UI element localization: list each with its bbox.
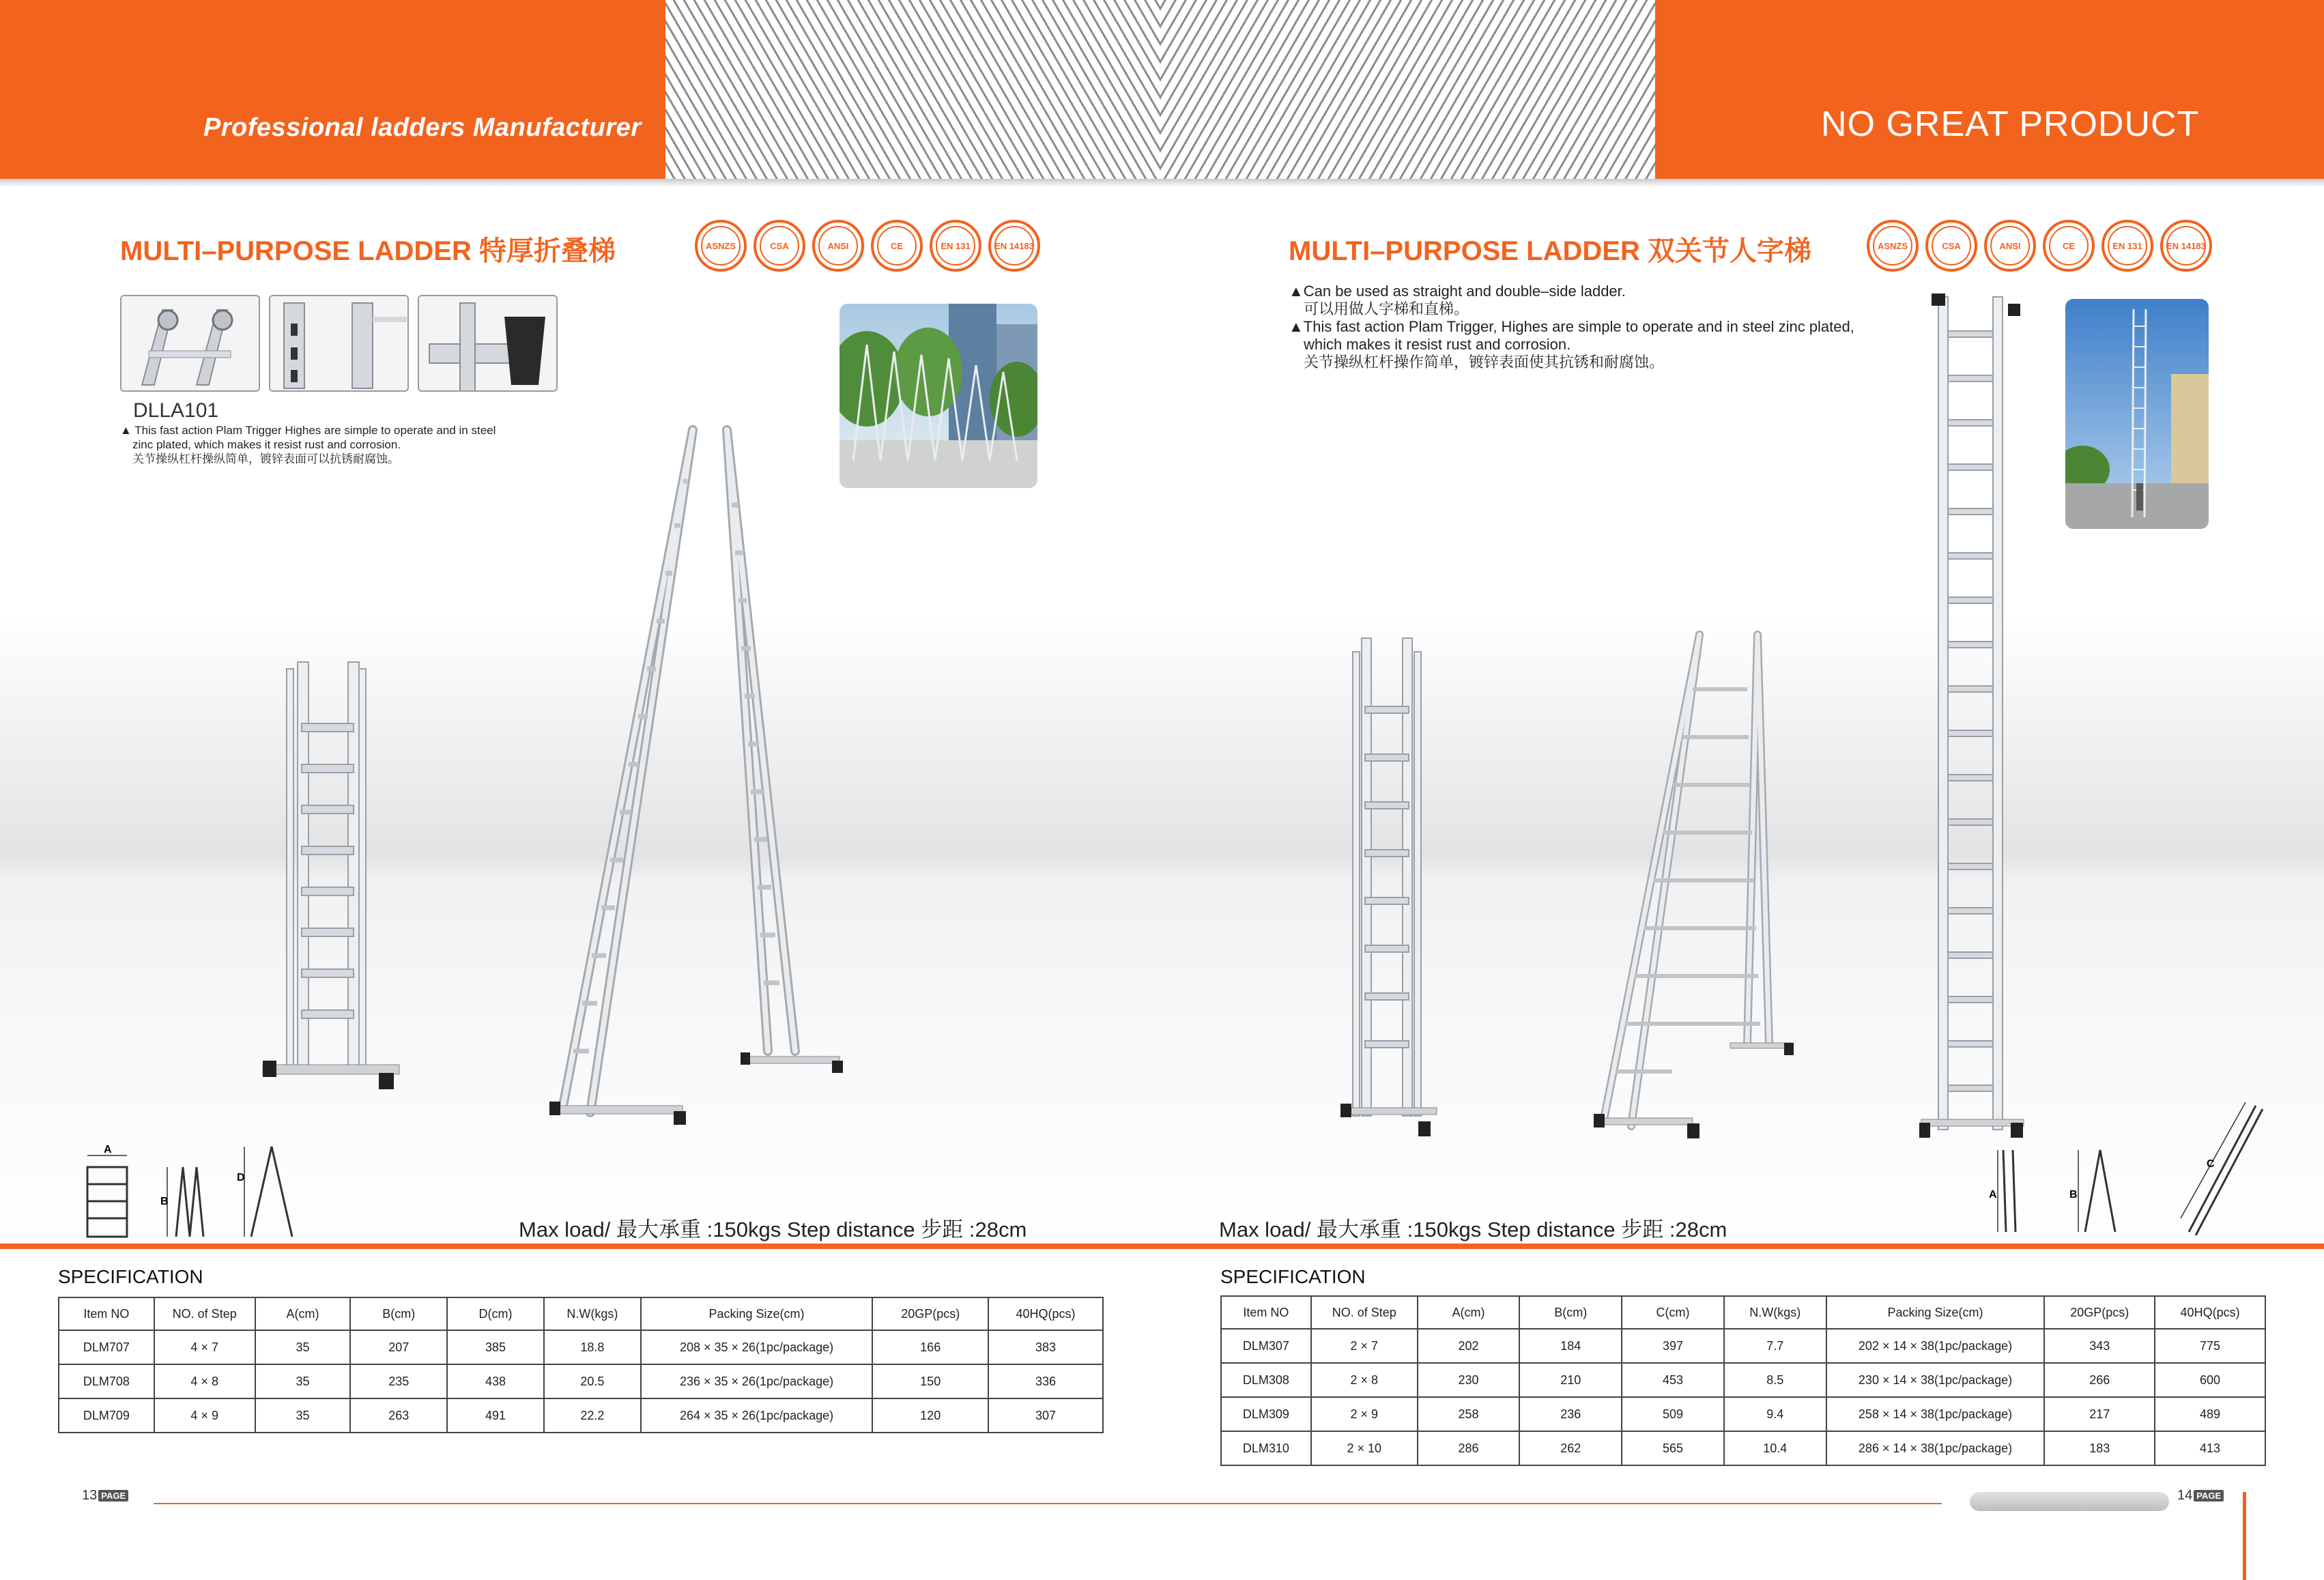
table-header: 40HQ(pcs) (2155, 1296, 2265, 1329)
table-cell: 120 (872, 1398, 988, 1433)
en131-cert-icon: EN 131 (2101, 220, 2153, 272)
table-header: Item NO (59, 1297, 154, 1330)
table-cell: 183 (2044, 1431, 2155, 1465)
table-cell: 413 (2155, 1431, 2265, 1465)
ansi-cert-icon: ANSI (1984, 220, 2036, 272)
table-cell: 4 × 7 (154, 1330, 255, 1364)
double-joint-ladder-straight-image (1918, 290, 2027, 1147)
table-cell: 263 (350, 1398, 447, 1433)
table-cell: DLM708 (59, 1364, 154, 1398)
table-cell: 453 (1622, 1363, 1724, 1397)
right-description: ▲Can be used as straight and double–side ladder. 可以用做人字梯和直梯。 ▲This fast action Plam Trigger, Highes are simple to operate and in steel zinc plated, which makes it resist rust and corrosion. 关节操纵杠杆操作简单，镀锌表面使其抗锈和耐腐蚀。 (1289, 283, 1854, 371)
footer-decorative-bar (1970, 1492, 2169, 1511)
table-cell: 4 × 9 (154, 1398, 255, 1433)
table-cell: DLM309 (1221, 1397, 1311, 1431)
table-cell: 489 (2155, 1397, 2265, 1431)
table-cell: 22.2 (544, 1398, 641, 1433)
table-cell: 343 (2044, 1329, 2155, 1363)
table-cell: 20.5 (544, 1364, 641, 1398)
table-cell: 236 (1519, 1397, 1622, 1431)
left-description: ▲ This fast action Plam Trigger Highes are simple to operate and in steel zinc plated, which makes it resist rust and corrosion. 关节操纵杠杆操纵简单，镀锌表面可以抗锈耐腐蚀。 (120, 424, 496, 465)
table-cell: 2 × 8 (1311, 1363, 1418, 1397)
asnzs-cert-icon: ASNZS (1867, 220, 1919, 272)
table-cell: 7.7 (1724, 1329, 1826, 1363)
double-joint-ladder-folded-image (1338, 624, 1440, 1147)
table-cell: 286 × 14 × 38(1pc/package) (1826, 1431, 2045, 1465)
right-spec-table (1220, 1295, 2266, 1466)
detail-photo-rungs (269, 295, 409, 392)
table-cell: 775 (2155, 1329, 2265, 1363)
table-cell: 286 (1418, 1431, 1520, 1465)
table-header: C(cm) (1622, 1296, 1724, 1329)
table-cell: 262 (1519, 1431, 1622, 1465)
en14183-cert-icon: EN 14183 (988, 220, 1040, 272)
table-header: D(cm) (447, 1297, 544, 1330)
table-cell: 230 × 14 × 38(1pc/package) (1826, 1363, 2045, 1397)
table-cell: 236 × 35 × 26(1pc/package) (641, 1364, 873, 1398)
left-section-title: MULTI–PURPOSE LADDER 特厚折叠梯 (120, 236, 616, 266)
header-left-slogan: Professional ladders Manufacturer (203, 113, 642, 142)
table-row (1221, 1363, 2265, 1397)
table-cell: 210 (1519, 1363, 1622, 1397)
table-cell: 184 (1519, 1329, 1622, 1363)
asnzs-cert-icon: ASNZS (695, 220, 747, 272)
table-cell: 202 × 14 × 38(1pc/package) (1826, 1329, 2045, 1363)
table-cell: DLM310 (1221, 1431, 1311, 1465)
table-cell: 2 × 10 (1311, 1431, 1418, 1465)
table-header: A(cm) (255, 1297, 351, 1330)
table-header: NO. of Step (154, 1297, 255, 1330)
table-header: N.W(kgs) (544, 1297, 641, 1330)
table-cell: DLM307 (1221, 1329, 1311, 1363)
table-cell: 217 (2044, 1397, 2155, 1431)
detail-photo-foot (418, 295, 558, 392)
table-cell: 438 (447, 1364, 544, 1398)
en14183-cert-icon: EN 14183 (2160, 220, 2212, 272)
detail-photo-hinge (120, 295, 260, 392)
table-header: 20GP(pcs) (2044, 1296, 2155, 1329)
table-header: NO. of Step (1311, 1296, 1418, 1329)
table-row (59, 1364, 1103, 1398)
dim-label-b: B (160, 1196, 169, 1207)
dim-label-a: A (104, 1144, 112, 1155)
left-spec-heading: SPECIFICATION (58, 1266, 203, 1287)
table-cell: 207 (350, 1330, 447, 1364)
table-header: A(cm) (1418, 1296, 1520, 1329)
folding-ladder-aframe-image (549, 416, 863, 1130)
table-header: Packing Size(cm) (1826, 1296, 2045, 1329)
table-cell: 385 (447, 1330, 544, 1364)
table-cell: 4 × 8 (154, 1364, 255, 1398)
table-header: N.W(kgs) (1724, 1296, 1826, 1329)
left-specs-line: Max load/ 最大承重 :150kgs Step distance 步距 :28cm (519, 1218, 1027, 1241)
table-cell: 202 (1418, 1329, 1520, 1363)
table-cell: 10.4 (1724, 1431, 1826, 1465)
table-header: B(cm) (350, 1297, 447, 1330)
table-cell: 230 (1418, 1363, 1520, 1397)
left-table-header-row (59, 1297, 1103, 1330)
table-header: Item NO (1221, 1296, 1311, 1329)
outdoor-product-photo-left (840, 304, 1037, 488)
header-left-banner (0, 0, 665, 179)
table-cell: 35 (255, 1398, 351, 1433)
ansi-cert-icon: ANSI (812, 220, 864, 272)
table-cell: DLM308 (1221, 1363, 1311, 1397)
csa-cert-icon: CSA (754, 220, 805, 272)
double-joint-ladder-aframe-image (1590, 621, 1809, 1150)
page-number-value: 13 (82, 1488, 98, 1503)
table-cell: 264 × 35 × 26(1pc/package) (641, 1398, 873, 1433)
dim-label-b-right: B (2069, 1189, 2078, 1201)
table-cell: 307 (988, 1398, 1103, 1433)
left-spec-table (58, 1297, 1104, 1433)
header-stripe-pattern-right (1160, 0, 1655, 179)
footer-line (154, 1503, 1942, 1504)
page-number-right (2177, 1488, 2224, 1504)
table-cell: 258 × 14 × 38(1pc/package) (1826, 1397, 2045, 1431)
table-cell: 35 (255, 1330, 351, 1364)
page-number-value: 14 (2177, 1488, 2193, 1503)
page-number-left (82, 1488, 128, 1504)
dim-label-c-right: C (2207, 1158, 2215, 1170)
dimension-diagram-left (81, 1143, 347, 1246)
table-cell: 509 (1622, 1397, 1724, 1431)
table-cell: 9.4 (1724, 1397, 1826, 1431)
table-cell: 166 (872, 1330, 988, 1364)
table-cell: DLM707 (59, 1330, 154, 1364)
right-certification-badges (1867, 220, 2212, 272)
table-header: Packing Size(cm) (641, 1297, 873, 1330)
table-cell: 2 × 9 (1311, 1397, 1418, 1431)
header-right-slogan: NO GREAT PRODUCT (1821, 104, 2200, 144)
ce-cert-icon: CE (871, 220, 923, 272)
table-header: 20GP(pcs) (872, 1297, 988, 1330)
page-tag: PAGE (2194, 1490, 2224, 1502)
dim-label-a-right: A (1989, 1189, 1997, 1201)
table-cell: 491 (447, 1398, 544, 1433)
section-divider (0, 1244, 2324, 1249)
table-cell: 18.8 (544, 1330, 641, 1364)
table-cell: DLM709 (59, 1398, 154, 1433)
table-cell: 35 (255, 1364, 351, 1398)
left-certification-badges (695, 220, 1040, 272)
right-specs-line: Max load/ 最大承重 :150kgs Step distance 步距 :28cm (1219, 1218, 1727, 1241)
table-cell: 600 (2155, 1363, 2265, 1397)
table-cell: 258 (1418, 1397, 1520, 1431)
folding-ladder-folded-image (259, 648, 410, 1102)
table-header: B(cm) (1519, 1296, 1622, 1329)
table-cell: 266 (2044, 1363, 2155, 1397)
right-table-header-row (1221, 1296, 2265, 1329)
table-cell: 8.5 (1724, 1363, 1826, 1397)
table-cell: 235 (350, 1364, 447, 1398)
table-cell: 150 (872, 1364, 988, 1398)
table-row (1221, 1397, 2265, 1431)
table-cell: 336 (988, 1364, 1103, 1398)
table-cell: 208 × 35 × 26(1pc/package) (641, 1330, 873, 1364)
dimension-diagram-right (1983, 1099, 2269, 1249)
dim-label-d: D (237, 1172, 245, 1183)
header-shadow (0, 179, 2324, 187)
right-section-title: MULTI–PURPOSE LADDER 双关节人字梯 (1289, 236, 1811, 266)
footer-vertical-accent (2243, 1492, 2246, 1580)
header-right-banner (1655, 0, 2324, 179)
page-tag: PAGE (98, 1490, 128, 1502)
table-cell: 397 (1622, 1329, 1724, 1363)
table-cell: 2 × 7 (1311, 1329, 1418, 1363)
en131-cert-icon: EN 131 (930, 220, 981, 272)
table-row (1221, 1431, 2265, 1465)
table-cell: 565 (1622, 1431, 1724, 1465)
table-row (1221, 1329, 2265, 1363)
table-row (59, 1398, 1103, 1433)
outdoor-product-photo-right (2065, 299, 2209, 529)
ce-cert-icon: CE (2043, 220, 2095, 272)
table-cell: 383 (988, 1330, 1103, 1364)
right-spec-heading: SPECIFICATION (1220, 1266, 1366, 1287)
table-row (59, 1330, 1103, 1364)
csa-cert-icon: CSA (1925, 220, 1977, 272)
model-number-label: DLLA101 (133, 399, 219, 422)
table-header: 40HQ(pcs) (988, 1297, 1103, 1330)
